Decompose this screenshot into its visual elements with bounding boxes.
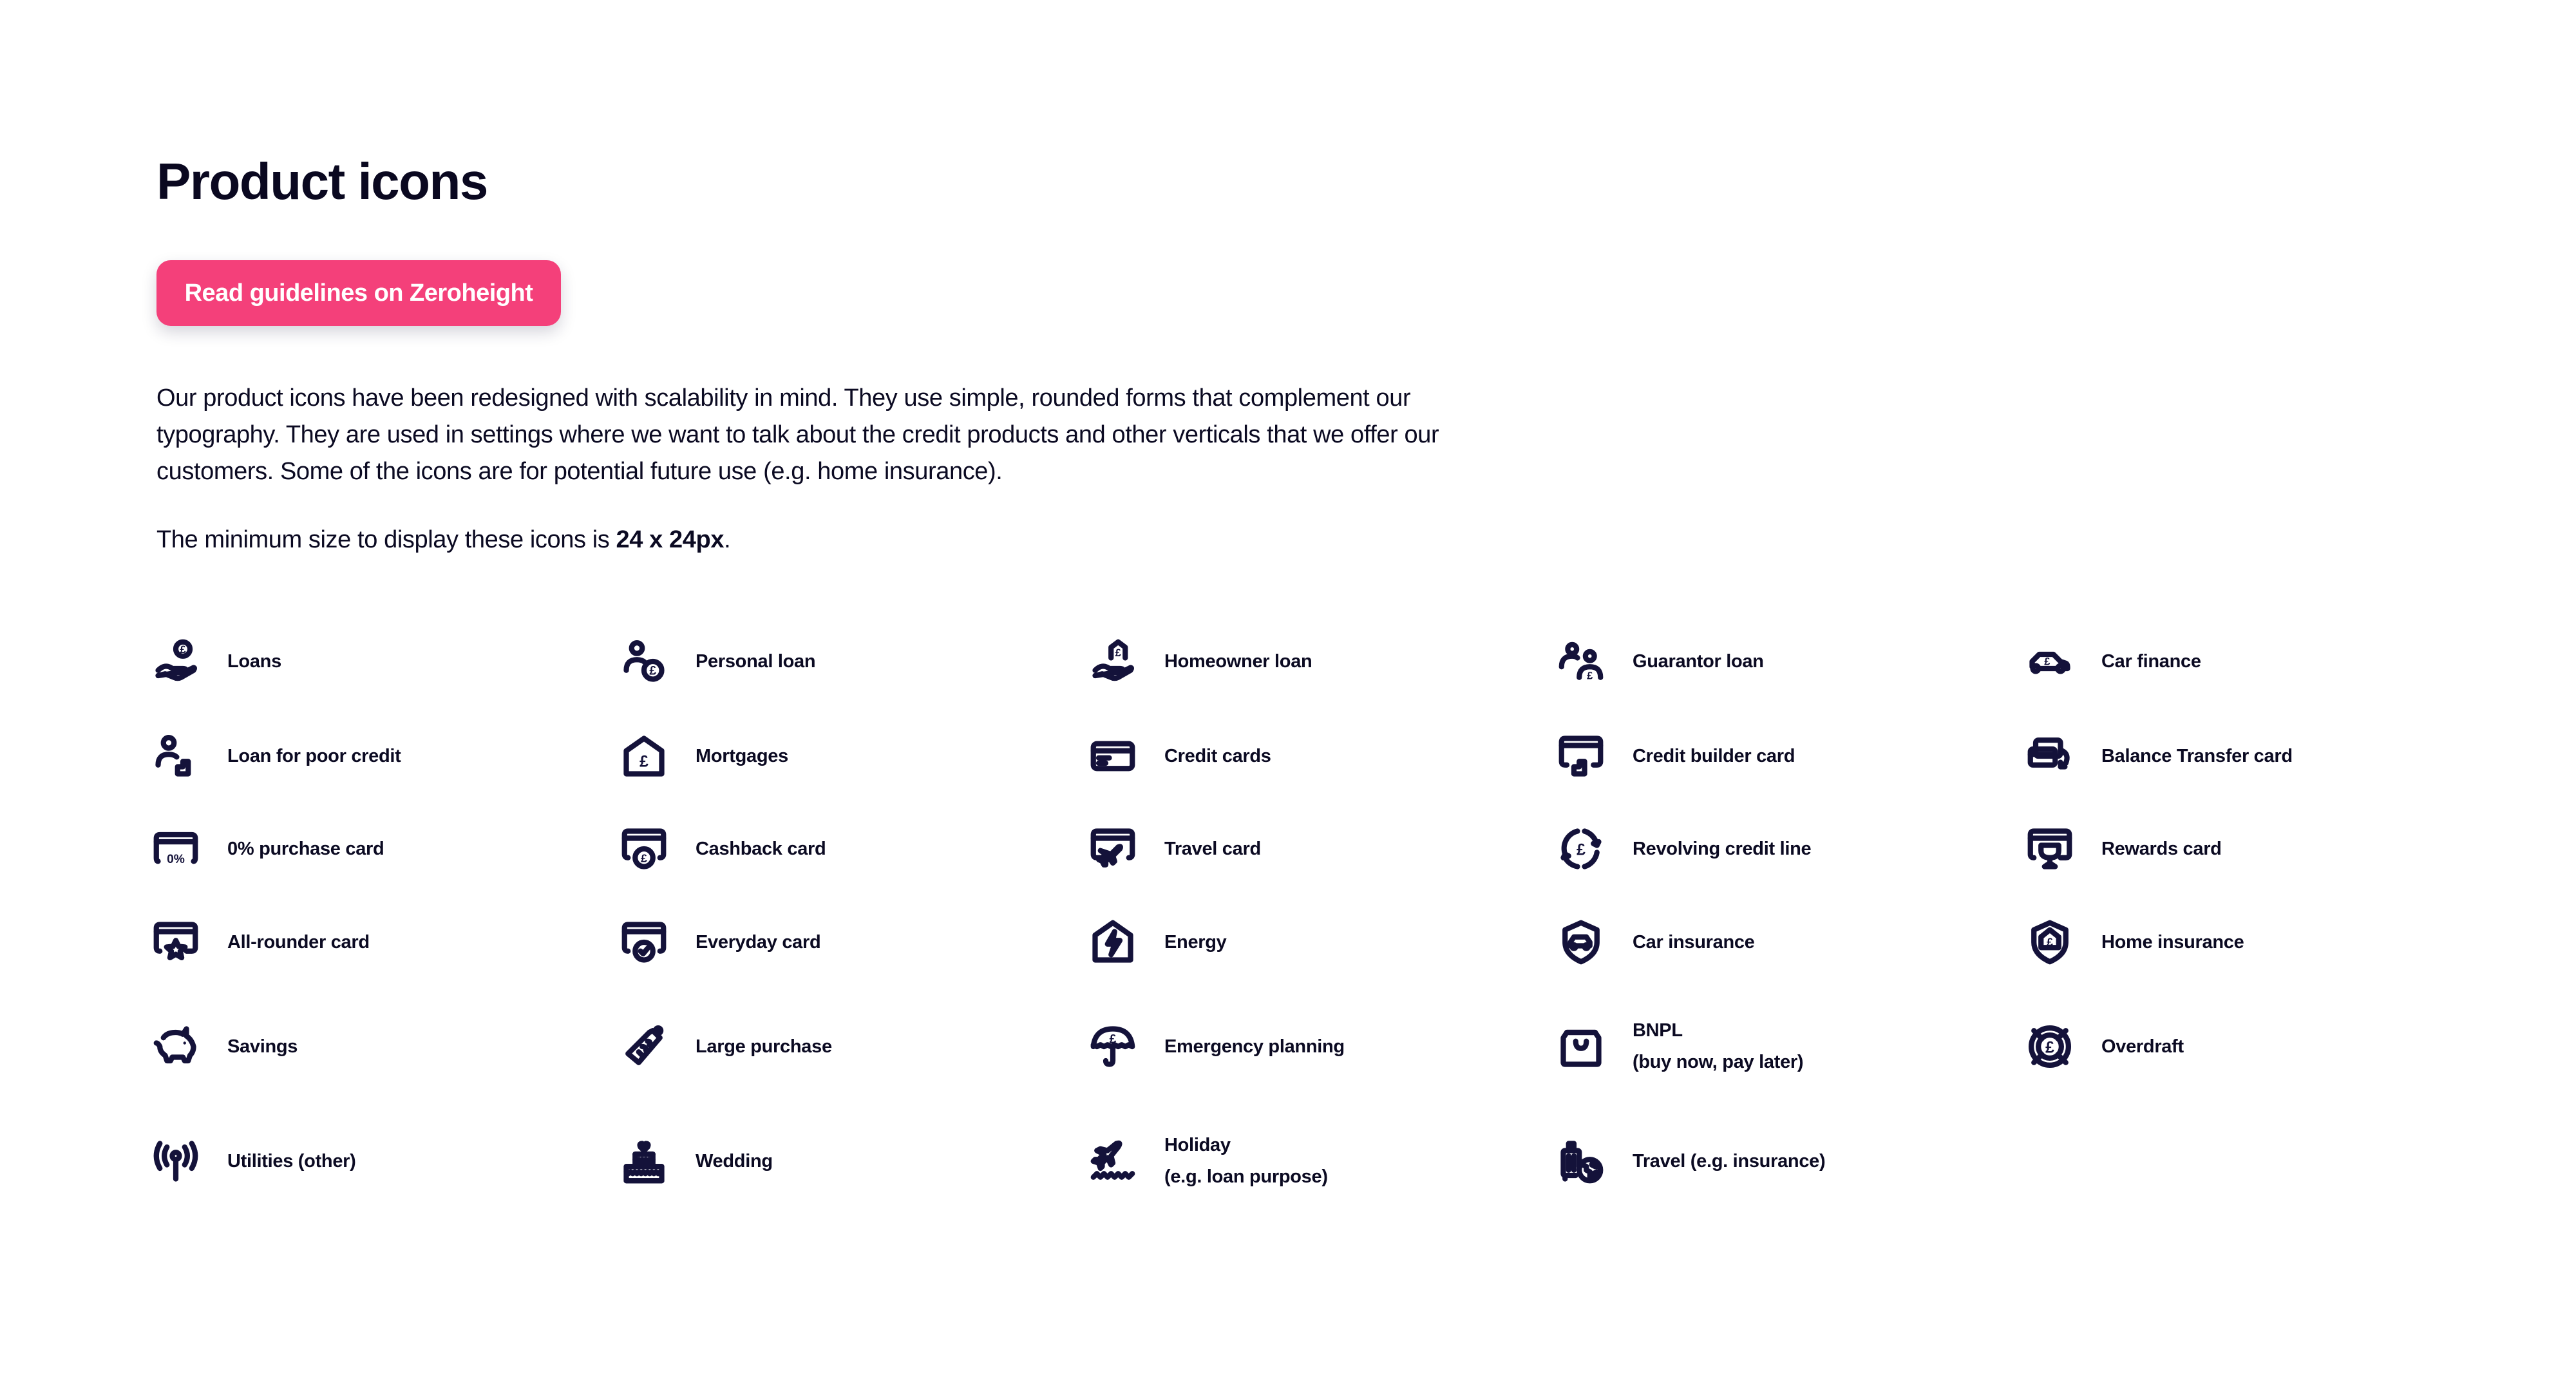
icon-item-large-purchase (623, 1014, 832, 1079)
card-check-icon (623, 921, 665, 964)
card-zero-percent-icon (155, 828, 197, 870)
shield-car-icon (1560, 921, 1602, 964)
icon-item-cashback-card (623, 817, 826, 881)
icon-item-loans (155, 629, 281, 694)
svg-text:£: £ (1109, 1032, 1117, 1047)
icon-label: Loans (227, 650, 281, 672)
min-size-value: 24 x 24px (616, 526, 724, 553)
icon-item-personal-loan (623, 629, 815, 694)
hand-pound-coin-icon (155, 640, 197, 683)
icon-label: Overdraft (2101, 1036, 2184, 1057)
icon-label: 0% purchase card (227, 838, 384, 859)
icon-item-loan-for-poor-credit (155, 724, 401, 788)
svg-text:£: £ (180, 644, 186, 656)
icon-label: Credit builder card (1633, 745, 1795, 766)
icon-label: Energy (1164, 931, 1227, 953)
person-pound-coin-icon (623, 640, 665, 683)
icon-item-balance-transfer-card (2029, 724, 2293, 788)
icon-item-energy (1092, 910, 1227, 974)
min-size-note (156, 522, 730, 558)
svg-text:£: £ (641, 851, 647, 865)
icon-label: Home insurance (2101, 931, 2244, 953)
svg-text:£: £ (2044, 656, 2050, 668)
svg-text:£: £ (1577, 841, 1586, 859)
icon-item-everyday-card (623, 910, 820, 974)
intro-paragraph: Our product icons have been redesigned with scalability in mind. They use simple, rounded forms that complement our typography. They are used in settings where we want to talk about the credit products and other verticals that we offer our customers. Some of the icons are for potential future use (e.g. home insurance). (156, 384, 1439, 485)
shopping-bag-icon (1560, 1025, 1602, 1068)
person-steps-icon (155, 735, 197, 777)
card-cashback-icon (623, 828, 665, 870)
icon-label: Mortgages (696, 745, 788, 766)
credit-card-icon (1092, 735, 1134, 777)
svg-text:£: £ (1587, 670, 1593, 682)
icon-label: Utilities (other) (227, 1150, 356, 1172)
icon-label: Emergency planning (1164, 1036, 1345, 1057)
icon-item-guarantor-loan (1560, 629, 1764, 694)
cards-transfer-icon (2029, 735, 2071, 777)
icon-label: Credit cards (1164, 745, 1271, 766)
icon-item-credit-cards (1092, 724, 1271, 788)
icon-label: Guarantor loan (1633, 650, 1764, 672)
icon-label: Savings (227, 1036, 298, 1057)
icon-label: BNPL (buy now, pay later) (1633, 1020, 1804, 1072)
page-title: Product icons (156, 153, 488, 210)
hand-house-pound-icon (1092, 640, 1134, 683)
icon-label: Loan for poor credit (227, 745, 401, 766)
card-trophy-icon (2029, 828, 2071, 870)
suitcase-globe-icon (1560, 1140, 1602, 1182)
icon-item-wedding (623, 1129, 773, 1193)
piggy-bank-icon (155, 1025, 197, 1068)
icon-label: Car finance (2101, 650, 2201, 672)
card-plane-icon (1092, 828, 1134, 870)
house-lightning-icon (1092, 921, 1134, 964)
icon-label: Cashback card (696, 838, 826, 859)
icon-item-car-finance (2029, 629, 2201, 694)
icon-item-travel-insurance (1560, 1129, 1825, 1193)
icon-label: All-rounder card (227, 931, 370, 953)
umbrella-pound-icon (1092, 1025, 1134, 1068)
svg-text:£: £ (2045, 1039, 2054, 1057)
price-tag-icon (623, 1025, 665, 1068)
icon-item-homeowner-loan (1092, 629, 1312, 694)
icon-label: Wedding (696, 1150, 773, 1172)
icon-label: Everyday card (696, 931, 821, 953)
two-people-pound-icon (1560, 640, 1602, 683)
svg-text:£: £ (649, 664, 657, 678)
card-steps-icon (1560, 735, 1602, 777)
signal-tower-icon (155, 1140, 197, 1182)
icon-item-utilities-other (155, 1129, 356, 1193)
svg-text:£: £ (2047, 935, 2053, 949)
icon-item-bnpl (1560, 1014, 1803, 1079)
icon-item-home-insurance (2029, 910, 2244, 974)
icon-item-credit-builder-card (1560, 724, 1795, 788)
icon-label: Car insurance (1633, 931, 1755, 953)
icon-label: Rewards card (2101, 838, 2222, 859)
min-size-prefix: The minimum size to display these icons is (156, 526, 616, 553)
revolving-pound-icon (1560, 828, 1602, 870)
icon-item-travel-card (1092, 817, 1261, 881)
icon-label: Homeowner loan (1164, 650, 1312, 672)
icon-label: Travel (e.g. insurance) (1633, 1150, 1826, 1172)
icon-label: Large purchase (696, 1036, 832, 1057)
icon-label: Revolving credit line (1633, 838, 1812, 859)
icon-item-holiday (1092, 1129, 1328, 1193)
icon-item-revolving-credit-line (1560, 817, 1811, 881)
icon-item-rewards-card (2029, 817, 2222, 881)
min-size-suffix: . (724, 526, 731, 553)
icon-item-overdraft (2029, 1014, 2184, 1079)
icon-item-all-rounder-card (155, 910, 370, 974)
icon-label: Holiday (e.g. loan purpose) (1164, 1135, 1328, 1187)
icon-item-car-insurance (1560, 910, 1755, 974)
svg-text:0%: 0% (167, 853, 185, 866)
read-guidelines-button[interactable]: Read guidelines on Zeroheight (156, 260, 561, 326)
lifebuoy-pound-icon (2029, 1025, 2071, 1068)
car-pound-icon (2029, 640, 2071, 683)
plane-waves-icon (1092, 1140, 1134, 1182)
icon-label: Personal loan (696, 650, 816, 672)
card-star-icon (155, 921, 197, 964)
icon-label: Travel card (1164, 838, 1261, 859)
icon-item-emergency-planning (1092, 1014, 1345, 1079)
icon-label: Balance Transfer card (2101, 745, 2293, 766)
icon-item-savings (155, 1014, 298, 1079)
icon-item-mortgages (623, 724, 788, 788)
icon-item-zero-percent-purchase-card (155, 817, 384, 881)
wedding-cake-icon (623, 1140, 665, 1182)
svg-text:£: £ (1115, 647, 1121, 659)
svg-text:£: £ (639, 753, 649, 771)
shield-house-pound-icon (2029, 921, 2071, 964)
house-pound-icon (623, 735, 665, 777)
